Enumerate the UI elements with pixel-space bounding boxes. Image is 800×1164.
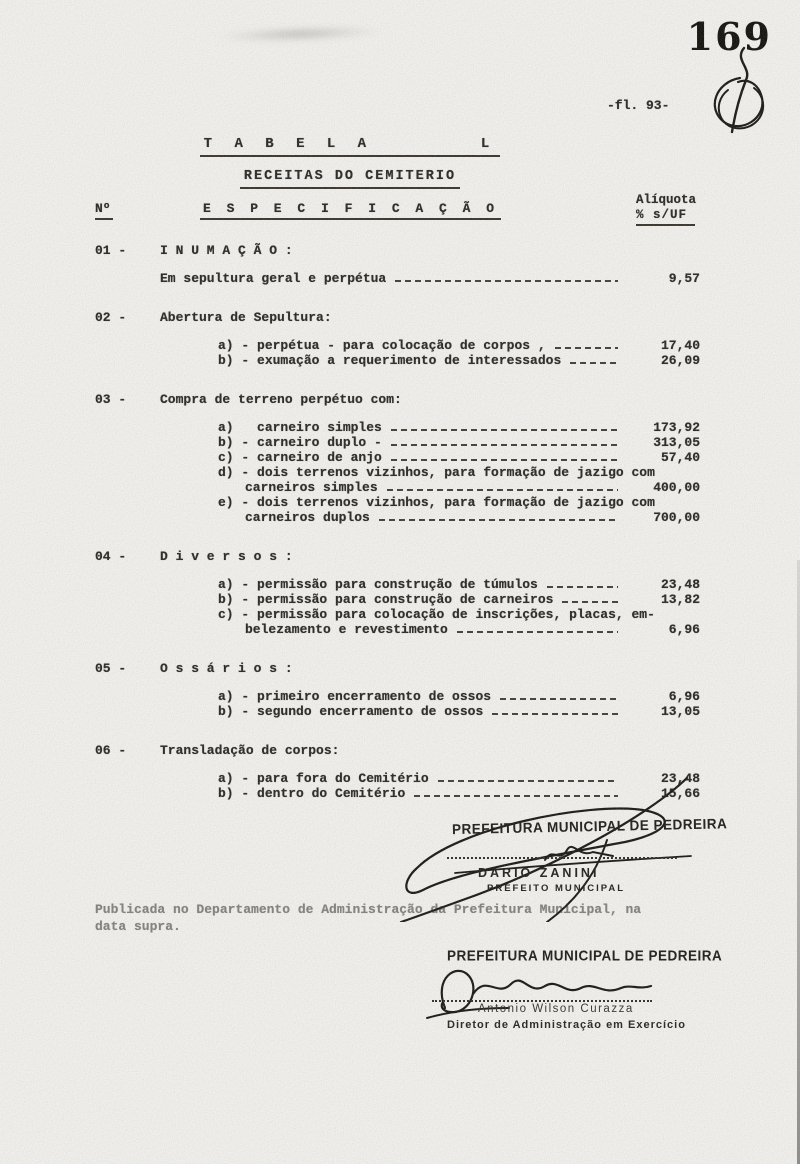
dotted-leader: [379, 519, 618, 521]
fee-row: [0, 592, 800, 607]
fee-row-text: permissão para colocação de inscrições, placas, em-: [257, 607, 655, 622]
fee-row-prefix: a) -: [218, 771, 258, 786]
fee-row-prefix: b) -: [218, 704, 258, 719]
fee-row-prefix: c) -: [218, 450, 258, 465]
municipality-stamp-1: PREFEITURA MUNICIPAL DE PEDREIRA: [451, 815, 728, 838]
fee-row-text: carneiros duplos: [245, 510, 370, 525]
fee-row-prefix: a) -: [218, 577, 258, 592]
fee-row: [0, 435, 800, 450]
scan-smudge: [215, 23, 385, 45]
director-title: Diretor de Administração em Exercício: [447, 1019, 686, 1031]
fee-row-prefix: b) -: [218, 592, 258, 607]
dotted-leader: [395, 280, 618, 282]
fee-section-header: [0, 310, 800, 325]
fee-section-header: [0, 392, 800, 407]
publication-line1: Publicada no Departamento de Administração da Prefeitura Municipal, na: [95, 902, 642, 917]
municipality-stamp-2: PREFEITURA MUNICIPAL DE PEDREIRA: [447, 947, 723, 964]
fee-row-prefix: d) -: [218, 465, 258, 480]
fee-section-header: [0, 743, 800, 758]
fee-value: 313,05: [653, 435, 700, 450]
fee-row: [0, 495, 800, 510]
fee-row-text: permissão para construção de túmulos: [257, 577, 538, 592]
fee-row: [0, 450, 800, 465]
fee-section-number: 03 -: [95, 392, 127, 407]
mayor-title: PREFEITO MUNICIPAL: [487, 883, 626, 894]
fee-row-continuation: [0, 480, 800, 495]
fee-section-title: O s s á r i o s :: [160, 661, 293, 676]
fee-section-number: 04 -: [95, 549, 127, 564]
fee-row: [0, 271, 800, 286]
fee-value: 23,48: [660, 577, 700, 592]
fee-section-entries: [0, 420, 800, 525]
document-subtitle: RECEITAS DO CEMITERIO: [0, 166, 800, 189]
fee-section-number: 05 -: [95, 661, 127, 676]
fee-section: [0, 392, 800, 525]
fee-row-prefix: c) -: [218, 607, 258, 622]
fee-row: [0, 465, 800, 480]
fee-row-text: carneiros simples: [245, 480, 378, 495]
signature-dotted-line-1: [447, 857, 677, 859]
fee-section-entries: [0, 338, 800, 368]
dotted-leader: [547, 586, 618, 588]
fee-row-prefix: e) -: [218, 495, 258, 510]
fee-row: [0, 338, 800, 353]
fee-row: [0, 704, 800, 719]
fee-row-label: [218, 704, 483, 719]
fee-row-continuation: [0, 510, 800, 525]
fee-row: [0, 420, 800, 435]
fee-value: 26,09: [660, 353, 700, 368]
director-name: Antonio Wilson Curazza: [478, 1003, 634, 1015]
fee-row-label: [218, 353, 561, 368]
dotted-leader: [562, 601, 618, 603]
fee-section-number: 06 -: [95, 743, 127, 758]
fee-row-text: dois terrenos vizinhos, para formação de jazigo com: [257, 495, 655, 510]
fee-value: 15,66: [660, 786, 700, 801]
fee-row-label: [218, 607, 655, 622]
fee-value: 17,40: [660, 338, 700, 353]
dotted-leader: [387, 489, 618, 491]
fee-section-title: Abertura de Sepultura:: [160, 310, 332, 325]
column-header-number: Nº: [95, 201, 113, 220]
fee-row-prefix: b) -: [218, 435, 258, 450]
fee-row: [0, 689, 800, 704]
fee-row-label: [218, 450, 382, 465]
fee-section-entries: [0, 271, 800, 286]
folio-label: -fl. 93-: [607, 98, 670, 113]
page-number: 169: [686, 14, 772, 59]
fee-row-text: Em sepultura geral e perpétua: [160, 271, 387, 286]
column-header-specification: E S P E C I F I C A Ç Ã O: [200, 201, 501, 220]
fee-section-title: I N U M A Ç Ã O :: [160, 243, 293, 258]
fee-row-label: [218, 689, 491, 704]
fee-section-entries: [0, 577, 800, 637]
dotted-leader: [555, 347, 618, 349]
dotted-leader: [570, 362, 618, 364]
fee-row-text: belezamento e revestimento: [245, 622, 448, 637]
fee-row-label: [218, 420, 382, 435]
fee-value: 57,40: [660, 450, 700, 465]
fee-row: [0, 577, 800, 592]
fee-row-label: [218, 577, 538, 592]
fee-row-prefix: a) -: [218, 689, 258, 704]
publication-note: [95, 901, 715, 935]
fee-row-label: [218, 786, 405, 801]
dotted-leader: [391, 429, 618, 431]
fee-value: 700,00: [653, 510, 700, 525]
fee-section-number: 02 -: [95, 310, 127, 325]
fee-row-text: carneiro de anjo: [257, 450, 382, 465]
fee-section-title: Transladação de corpos:: [160, 743, 340, 758]
dotted-leader: [391, 444, 618, 446]
fee-value: 6,96: [668, 689, 700, 704]
fee-row-prefix: a) -: [218, 338, 258, 353]
fee-row: [0, 353, 800, 368]
fee-row-label: [218, 435, 382, 450]
dotted-leader: [457, 631, 618, 633]
dotted-leader: [391, 459, 618, 461]
document-title: T A B E L A L: [0, 134, 800, 157]
fee-section: [0, 243, 800, 286]
fee-row-prefix: b) -: [218, 786, 258, 801]
fee-section: [0, 661, 800, 719]
fee-row-text: exumação a requerimento de interessados: [257, 353, 562, 368]
fee-section-title: Compra de terreno perpétuo com:: [160, 392, 402, 407]
fee-row: [0, 607, 800, 622]
fee-value: 173,92: [653, 420, 700, 435]
fee-row-text: para fora do Cemitério: [257, 771, 429, 786]
fee-section: [0, 549, 800, 637]
dotted-leader: [500, 698, 618, 700]
column-header-rate: Alíquota % s/UF: [636, 193, 696, 226]
mayor-name: DARIO ZANINI: [478, 866, 600, 880]
fee-row-prefix: b) -: [218, 353, 258, 368]
fee-value: 13,82: [660, 592, 700, 607]
dotted-leader: [492, 713, 618, 715]
fee-value: 13,05: [660, 704, 700, 719]
fee-section-header: [0, 549, 800, 564]
fee-table: [0, 243, 800, 801]
publication-line2: data supra.: [95, 919, 181, 934]
fee-row-label: [160, 271, 386, 286]
fee-row-text: carneiro duplo -: [257, 435, 382, 450]
fee-row-label: [218, 338, 546, 353]
fee-row-prefix: a): [218, 420, 258, 435]
fee-section-entries: [0, 689, 800, 719]
fee-value: 9,57: [668, 271, 700, 286]
fee-value: 23,48: [660, 771, 700, 786]
rubric-signature-icon: [704, 46, 776, 139]
fee-row-label: [218, 592, 553, 607]
fee-row-text: perpétua - para colocação de corpos ,: [257, 338, 546, 353]
fee-section: [0, 310, 800, 368]
fee-row-label: [218, 465, 655, 480]
fee-section-header: [0, 243, 800, 258]
fee-section-title: D i v e r s o s :: [160, 549, 293, 564]
fee-row-text: permissão para construção de carneiros: [257, 592, 554, 607]
fee-row-text: dentro do Cemitério: [257, 786, 406, 801]
fee-row-continuation: [0, 622, 800, 637]
signature-dotted-line-2: [432, 1000, 652, 1002]
fee-row-text: dois terrenos vizinhos, para formação de jazigo com: [257, 465, 655, 480]
fee-row-label: [218, 495, 655, 510]
fee-row-text: carneiro simples: [257, 420, 382, 435]
fee-value: 6,96: [668, 622, 700, 637]
fee-value: 400,00: [653, 480, 700, 495]
fee-row-text: primeiro encerramento de ossos: [257, 689, 492, 704]
fee-section-header: [0, 661, 800, 676]
fee-row-text: segundo encerramento de ossos: [257, 704, 484, 719]
fee-section-number: 01 -: [95, 243, 127, 258]
